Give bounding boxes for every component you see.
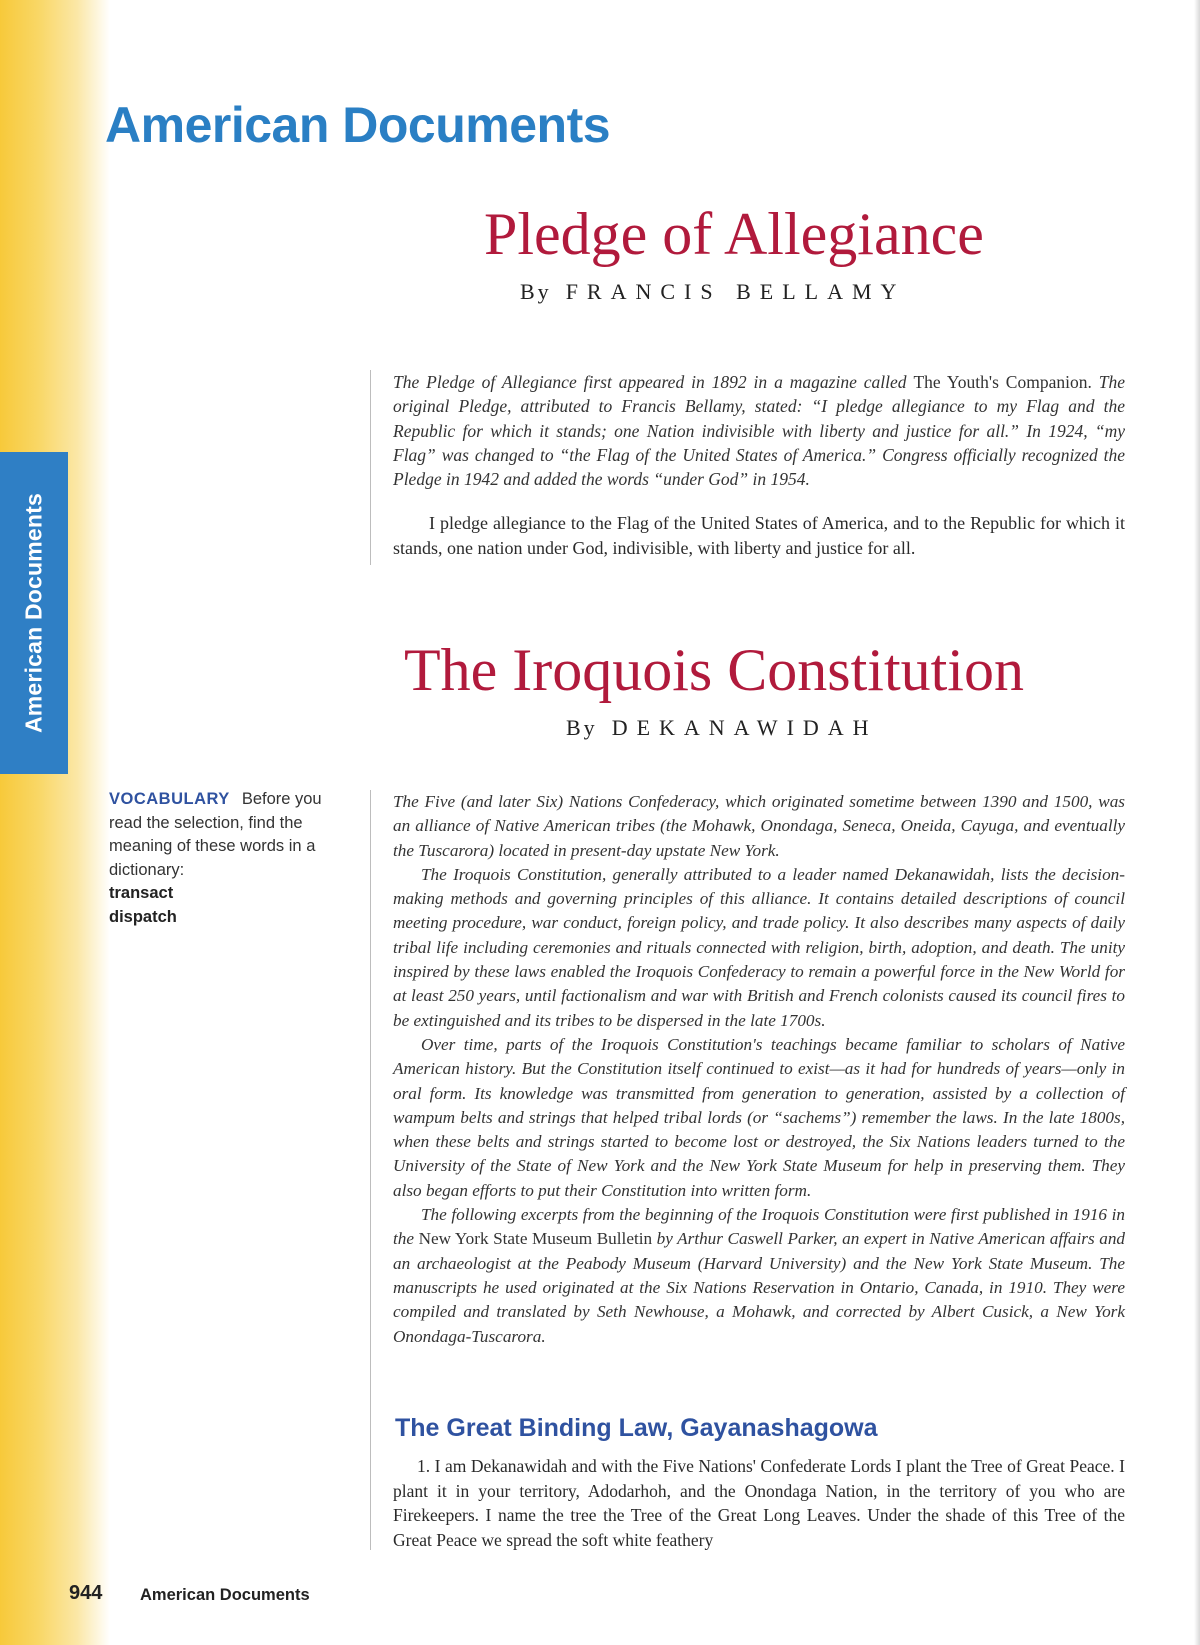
iroquois-intro-paragraph: Over time, parts of the Iroquois Constitution's teachings became familiar to scholars of Native American history. But the Constitution itself continued to exist—as it had for hundreds of years—only in oral form. Its knowledge was transmitted from generation to generation, assisted by a collection of wampum belts and strings that helped tribal lords (or “sachems”) remember the laws. In the late 1800s, when these belts and strings started to become lost or destroyed, the Six Nations leaders turned to the University of the State of New York and the New York State Museum for help in preserving them. They also began efforts to put their Constitution into written form. [393, 1034, 1125, 1200]
pledge-intro [393, 370, 1125, 491]
page-heading: American Documents [105, 97, 611, 153]
byline-by: By [566, 715, 598, 740]
vocabulary-instruction: Before you read the selection, find the meaning of these words in a dictionary: [109, 790, 322, 879]
pledge-intro-text-1: The Pledge of Allegiance first appeared in 1892 in a magazine called [393, 372, 914, 392]
byline-by: By [520, 279, 552, 304]
iroquois-intro-paragraph: The Five (and later Six) Nations Confederacy, which originated sometime between 1390 and 1500, was an alliance of Native American tribes (the Mohawk, Onondaga, Seneca, Oneida, Cayuga, and eventually the Tuscarora) located in present-day upstate New York. [393, 792, 1125, 860]
para4-text-1: The following excerpts from the beginning of the Iroquois Constitution were first published in 1916 in the [393, 1205, 1125, 1249]
iroquois-intro-paragraph [393, 1203, 1125, 1349]
pledge-title: Pledge of Allegiance [484, 201, 984, 267]
pledge-author: FRANCIS BELLAMY [565, 279, 906, 304]
page-edge-shadow [1194, 0, 1200, 1645]
pledge-margin-rule [370, 370, 371, 565]
pledge-intro-magazine: The Youth's Companion. [913, 372, 1092, 392]
vocabulary-word: transact [109, 884, 174, 902]
pledge-text: I pledge allegiance to the Flag of the United States of America, and to the Republic for which it stands, one nation under God, indivisible, with liberty and justice for all. [393, 513, 1125, 558]
page-number: 944 [69, 1582, 103, 1604]
iroquois-author: DEKANAWIDAH [611, 715, 878, 740]
section-tab-label: American Documents [20, 492, 47, 734]
footer-title: American Documents [140, 1586, 310, 1604]
pledge-byline [520, 279, 905, 305]
vocabulary-word: dispatch [109, 907, 177, 926]
iroquois-intro-paragraph: The Iroquois Constitution, generally attributed to a leader named Dekanawidah, lists the decision-making methods and governing principles of this alliance. It contains detailed descriptions of council meeting procedure, war conduct, foreign policy, and trade policy. It also describes many aspects of daily tribal life including ceremonies and rituals connected with religion, birth, adoption, and death. The unity inspired by these laws enabled the Iroquois Confederacy to remain a powerful force in the New World for at least 250 years, until factionalism and war with British and French colonists caused its council fires to be extinguished and its tribes to be dispersed in the late 1700s. [393, 864, 1125, 1030]
para4-text-2: by Arthur Caswell Parker, an expert in Native American affairs and an archaeologist at the Peabody Museum (Harvard University) and the New York State Museum. The manuscripts he used originated at the Six Nations Reservation in Ontario, Canada, in 1910. They were compiled and translated by Seth Newhouse, a Mohawk, and corrected by Albert Cusick, a New York Onondaga-Tuscarora. [393, 1229, 1126, 1346]
iroquois-margin-rule [370, 790, 371, 1550]
iroquois-title: The Iroquois Constitution [404, 637, 1024, 703]
vocabulary-label: VOCABULARY [109, 790, 230, 808]
iroquois-byline [566, 715, 878, 741]
margin-color-band [0, 0, 110, 1645]
para4-bulletin: New York State Museum Bulletin [418, 1229, 653, 1249]
great-binding-law-text: 1. I am Dekanawidah and with the Five Nations' Confederate Lords I plant the Tree of Great Peace. I plant it in your territory, Adodarhoh, and the Onondaga Nation, in the territory of you who are Firekeepers. I name the tree the Tree of the Great Long Leaves. Under the shade of this Tree of the Great Peace we spread the soft white feathery [393, 1456, 1125, 1550]
pledge-body [393, 370, 1125, 560]
pledge-intro-text-2: The original Pledge, attributed to Francis Bellamy, stated: “I pledge allegiance to my Flag and the Republic for which it stands; one Nation indivisible with liberty and justice for all.” In 1924, “my Flag” was changed to “the Flag of the United States of America.” Congress officially recognized the Pledge in 1942 and added the words “under God” in 1954. [393, 372, 1126, 490]
great-binding-law-heading: The Great Binding Law, Gayanashagowa [395, 1414, 878, 1442]
vocabulary-box [109, 788, 337, 929]
iroquois-intro [393, 790, 1125, 1349]
